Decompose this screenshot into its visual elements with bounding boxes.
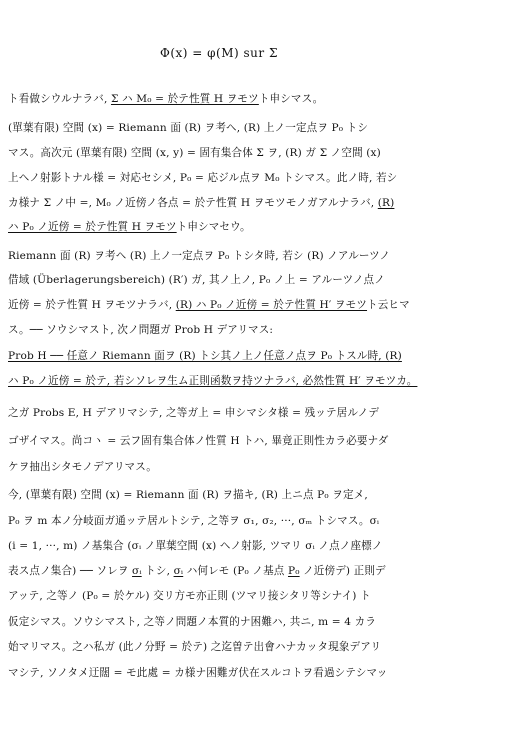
text-segment: アッテ, 之等ノ (P₀ = 於ケル) 交リ方モ亦正則 (ツマリ接シタリ等シナイ) ト [8,590,371,602]
text-line [8,434,510,448]
text-line [8,514,510,528]
text-line [8,640,510,654]
formula-line: Φ(x) = φ(M) sur Σ [160,46,278,60]
text-segment: ト云ヒマ [367,299,410,311]
text-segment: 上ヘノ射影トナル様 = 対応セシメ, P₀ = 応ジル点ヲ M₀ トシマス。此ノ時, 若シ [8,172,398,184]
text-line [8,273,510,287]
text-segment: マシテ, ソノタメ迂闊 = モ此處 = カ様ナ困難ガ伏在スルコトヲ看過シテシマッ [8,667,388,679]
text-segment: 仮定シマス。ソウシマスト, 之等ノ問題ノ本質的ナ困難ハ, 共ニ, m = 4 カラ [8,616,377,628]
underlined-text: σᵢ [173,565,184,577]
text-segment: トシ, [141,565,174,577]
text-line [8,460,510,474]
text-segment: Riemann 面 (R) ヲ考ヘ (R) 上ノ一定点ヲ P₀ トシタ時, 若シ (R) ノアルーツノ [8,250,391,262]
text-line [8,488,510,502]
text-segment: マス。高次元 (單葉有限) 空間 (x, y) = 固有集合体 Σ ヲ, (R) ガ Σ ノ空間 (x) [8,147,381,159]
text-segment: ハ何レモ (P₀ ノ基点 [183,565,288,577]
text-segment: P₀ ヲ m 本ノ分岐面ガ通ッテ居ルトシテ, 之等ヲ σ₁, σ₂, ···, σₘ トシマス。σᵢ [8,515,380,527]
text-segment: (i = 1, ···, m) ノ基集合 (σᵢ ノ單葉空間 (x) ヘノ射影, ツマリ σᵢ ノ点ノ座標ノ [8,540,383,552]
text-segment: ス。── ソウシマスト, 次ノ問題ガ Prob H デアリマス: [8,324,274,336]
underlined-text: σᵢ [132,565,142,577]
text-line [8,220,510,234]
underlined-text: Σ ハ M₀ = 於テ性質 H ヲモツ [110,93,259,105]
text-line [8,589,510,603]
underlined-text: Prob H ── 任意ノ Riemann 面ヲ (R) トシ其ノ上ノ任意ノ点ヲ P₀ トスル時, (R) [8,350,402,362]
text-segment: 今, (單葉有限) 空間 (x) = Riemann 面 (R) ヲ描キ, (R) 上ニ点 P₀ ヲ定メ, [8,489,368,501]
text-segment: (單葉有限) 空間 (x) = Riemann 面 (R) ヲ考ヘ, (R) 上ノ一定点ヲ P₀ トシ [8,122,369,134]
text-segment: 始マリマス。之ハ私ガ (此ノ分野 = 於テ) 之迄曽テ出會ハナカッタ現象デアリ [8,641,382,653]
text-line [8,615,510,629]
text-segment: ト申シマス。 [258,93,324,105]
text-line [8,666,510,680]
text-segment: ノ近傍デ) 正則デ [299,565,386,577]
text-segment: 表ス点ノ集合) ── ソレヲ [8,565,133,577]
text-line [8,323,510,337]
text-line [8,92,510,106]
text-line [8,374,510,388]
text-segment: 近傍 = 於テ性質 H ヲモツナラバ, [8,299,176,311]
text-line [8,196,510,210]
text-line [8,171,510,185]
text-line [8,349,510,363]
text-segment: ゴザイマス。尚コヽ = 云フ固有集合体ノ性質 H トハ, 畢竟正則性カラ必要ナダ [8,435,389,447]
underlined-text: ハ P₀ ノ近傍 = 於テ性質 H ヲモツ [8,221,177,233]
underlined-text: (R) [377,197,395,209]
text-segment: ケヲ抽出シタモノデアリマス。 [8,461,157,473]
text-line [8,298,510,312]
text-line [8,564,510,578]
text-line [8,406,510,420]
text-segment: ト看做シウルナラバ, [8,93,111,105]
text-segment: ト申シマセウ。 [176,221,251,233]
text-line [8,249,510,263]
text-line [8,539,510,553]
text-segment: カ様ナ Σ ノ中 =, M₀ ノ近傍ノ各点 = 於テ性質 H ヲモツモノガアルナラバ, [8,197,378,209]
text-line [8,121,510,135]
underlined-text: (R) ハ P₀ ノ近傍 = 於テ性質 H′ ヲモツ [175,299,368,311]
text-segment: 借域 (Überlagerungsbereich) (R′) ガ, 其ノ上ノ, P₀ ノ上 = アルーツノ点ノ [8,274,385,286]
text-line [8,146,510,160]
underlined-text: ハ P₀ ノ近傍 = 於テ, 若シソレヲ生ム正則函数ヲ持ツナラバ, 必然性質 H′ ヲモツカ。 [8,375,418,387]
underlined-text: P₀ [287,565,300,577]
text-segment: 之ガ Probs E, H デアリマシテ, 之等ガ上 = 申シマシタ様 = 残ッテ居ルノデ [8,407,380,419]
